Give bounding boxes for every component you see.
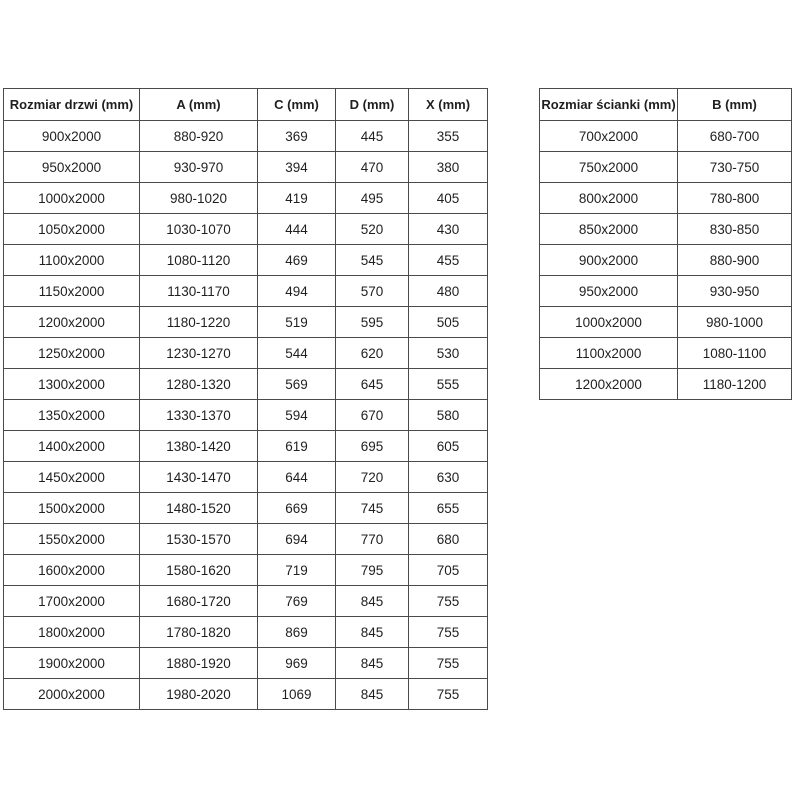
table-cell: 1700x2000 [4, 586, 140, 617]
table-cell: 1100x2000 [4, 245, 140, 276]
table-cell: 455 [409, 245, 488, 276]
table-cell: 720 [336, 462, 409, 493]
table-cell: 430 [409, 214, 488, 245]
table-cell: 1880-1920 [140, 648, 258, 679]
table-cell: 1350x2000 [4, 400, 140, 431]
column-header-x: X (mm) [409, 89, 488, 121]
table-cell: 1380-1420 [140, 431, 258, 462]
table-cell: 470 [336, 152, 409, 183]
table-cell: 1180-1200 [678, 369, 792, 400]
table-cell: 1580-1620 [140, 555, 258, 586]
table-cell: 950x2000 [540, 276, 678, 307]
table-row [540, 214, 792, 245]
table-cell: 800x2000 [540, 183, 678, 214]
table-row [4, 555, 488, 586]
column-header-c: C (mm) [258, 89, 336, 121]
table-cell: 845 [336, 586, 409, 617]
table-cell: 845 [336, 679, 409, 710]
column-header-rozmiar-scianki: Rozmiar ścianki (mm) [540, 89, 678, 121]
table-cell: 505 [409, 307, 488, 338]
table-cell: 1030-1070 [140, 214, 258, 245]
table-cell: 769 [258, 586, 336, 617]
table-cell: 1150x2000 [4, 276, 140, 307]
table-cell: 545 [336, 245, 409, 276]
table-cell: 755 [409, 648, 488, 679]
table-row [4, 431, 488, 462]
table-row [4, 307, 488, 338]
column-header-b: B (mm) [678, 89, 792, 121]
table-cell: 380 [409, 152, 488, 183]
table-cell: 405 [409, 183, 488, 214]
table-row [4, 276, 488, 307]
table-row [4, 586, 488, 617]
table-cell: 369 [258, 121, 336, 152]
table-cell: 519 [258, 307, 336, 338]
table-cell: 1130-1170 [140, 276, 258, 307]
table-row [4, 152, 488, 183]
table-cell: 980-1000 [678, 307, 792, 338]
table-cell: 444 [258, 214, 336, 245]
table-cell: 680 [409, 524, 488, 555]
table-cell: 619 [258, 431, 336, 462]
table-row [4, 524, 488, 555]
wall-table-header-row [540, 89, 792, 121]
table-cell: 630 [409, 462, 488, 493]
table-cell: 745 [336, 493, 409, 524]
column-header-rozmiar-drzwi: Rozmiar drzwi (mm) [4, 89, 140, 121]
table-cell: 795 [336, 555, 409, 586]
table-row [4, 121, 488, 152]
table-cell: 1800x2000 [4, 617, 140, 648]
table-cell: 1400x2000 [4, 431, 140, 462]
table-cell: 1980-2020 [140, 679, 258, 710]
table-cell: 845 [336, 617, 409, 648]
table-row [4, 462, 488, 493]
table-cell: 700x2000 [540, 121, 678, 152]
table-cell: 730-750 [678, 152, 792, 183]
table-cell: 780-800 [678, 183, 792, 214]
table-cell: 480 [409, 276, 488, 307]
table-cell: 1230-1270 [140, 338, 258, 369]
table-cell: 580 [409, 400, 488, 431]
table-row [4, 617, 488, 648]
table-cell: 1280-1320 [140, 369, 258, 400]
table-row [4, 648, 488, 679]
table-row [4, 679, 488, 710]
table-cell: 570 [336, 276, 409, 307]
table-row [4, 338, 488, 369]
table-cell: 755 [409, 679, 488, 710]
table-cell: 719 [258, 555, 336, 586]
table-cell: 1530-1570 [140, 524, 258, 555]
table-cell: 605 [409, 431, 488, 462]
table-cell: 1550x2000 [4, 524, 140, 555]
table-row [540, 183, 792, 214]
table-cell: 980-1020 [140, 183, 258, 214]
table-cell: 930-970 [140, 152, 258, 183]
table-cell: 445 [336, 121, 409, 152]
table-cell: 595 [336, 307, 409, 338]
table-row [4, 369, 488, 400]
table-cell: 1069 [258, 679, 336, 710]
table-cell: 1900x2000 [4, 648, 140, 679]
table-cell: 830-850 [678, 214, 792, 245]
table-cell: 1450x2000 [4, 462, 140, 493]
table-cell: 900x2000 [4, 121, 140, 152]
table-cell: 1050x2000 [4, 214, 140, 245]
wall-table-body [540, 121, 792, 400]
table-cell: 755 [409, 586, 488, 617]
table-cell: 1780-1820 [140, 617, 258, 648]
table-cell: 1480-1520 [140, 493, 258, 524]
table-cell: 1250x2000 [4, 338, 140, 369]
table-cell: 1200x2000 [4, 307, 140, 338]
table-cell: 1000x2000 [4, 183, 140, 214]
column-header-d: D (mm) [336, 89, 409, 121]
table-row [4, 400, 488, 431]
table-cell: 1080-1100 [678, 338, 792, 369]
table-cell: 655 [409, 493, 488, 524]
table-cell: 880-920 [140, 121, 258, 152]
table-cell: 969 [258, 648, 336, 679]
table-cell: 669 [258, 493, 336, 524]
table-cell: 1330-1370 [140, 400, 258, 431]
table-row [540, 338, 792, 369]
table-row [4, 214, 488, 245]
table-cell: 530 [409, 338, 488, 369]
table-cell: 705 [409, 555, 488, 586]
table-cell: 930-950 [678, 276, 792, 307]
table-cell: 1500x2000 [4, 493, 140, 524]
table-cell: 695 [336, 431, 409, 462]
table-cell: 869 [258, 617, 336, 648]
table-row [540, 369, 792, 400]
table-cell: 2000x2000 [4, 679, 140, 710]
table-cell: 419 [258, 183, 336, 214]
table-cell: 900x2000 [540, 245, 678, 276]
table-cell: 645 [336, 369, 409, 400]
table-cell: 850x2000 [540, 214, 678, 245]
table-row [4, 493, 488, 524]
table-cell: 770 [336, 524, 409, 555]
table-row [4, 183, 488, 214]
table-cell: 694 [258, 524, 336, 555]
table-cell: 1200x2000 [540, 369, 678, 400]
table-cell: 1680-1720 [140, 586, 258, 617]
table-cell: 1300x2000 [4, 369, 140, 400]
table-cell: 755 [409, 617, 488, 648]
table-row [540, 152, 792, 183]
table-cell: 494 [258, 276, 336, 307]
table-cell: 1080-1120 [140, 245, 258, 276]
door-size-table [3, 88, 488, 710]
table-cell: 680-700 [678, 121, 792, 152]
table-row [4, 245, 488, 276]
table-row [540, 121, 792, 152]
table-cell: 555 [409, 369, 488, 400]
column-header-a: A (mm) [140, 89, 258, 121]
table-cell: 950x2000 [4, 152, 140, 183]
table-cell: 394 [258, 152, 336, 183]
table-cell: 750x2000 [540, 152, 678, 183]
table-row [540, 276, 792, 307]
wall-size-table [539, 88, 792, 400]
table-cell: 1600x2000 [4, 555, 140, 586]
table-cell: 495 [336, 183, 409, 214]
table-cell: 644 [258, 462, 336, 493]
table-cell: 670 [336, 400, 409, 431]
table-cell: 1000x2000 [540, 307, 678, 338]
door-table-header-row [4, 89, 488, 121]
table-row [540, 245, 792, 276]
table-cell: 880-900 [678, 245, 792, 276]
door-table-body [4, 121, 488, 710]
table-cell: 845 [336, 648, 409, 679]
table-cell: 1430-1470 [140, 462, 258, 493]
table-cell: 594 [258, 400, 336, 431]
table-cell: 620 [336, 338, 409, 369]
table-cell: 355 [409, 121, 488, 152]
table-cell: 544 [258, 338, 336, 369]
table-row [540, 307, 792, 338]
table-cell: 569 [258, 369, 336, 400]
table-cell: 1180-1220 [140, 307, 258, 338]
table-cell: 520 [336, 214, 409, 245]
table-cell: 469 [258, 245, 336, 276]
table-cell: 1100x2000 [540, 338, 678, 369]
